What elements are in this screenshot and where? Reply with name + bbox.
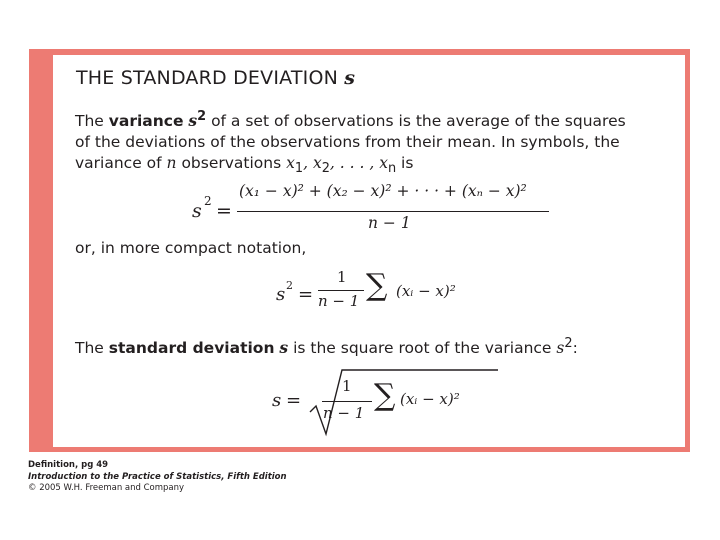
definition-line-3 <box>75 153 675 179</box>
compact-variance-formula <box>276 268 496 328</box>
formula-lhs: s <box>272 390 282 411</box>
definition-line-2: of the deviations of the observations from their mean. In symbols, the <box>75 133 620 152</box>
definition-line <box>75 333 675 359</box>
formula-denominator: n − 1 <box>323 404 365 422</box>
standard-deviation-formula <box>272 368 492 438</box>
n-symbol: n <box>166 154 177 173</box>
text-fragment: : <box>572 339 578 358</box>
text-fragment: observations <box>176 154 287 173</box>
text-fragment: The <box>75 339 109 358</box>
variance-formula <box>192 180 552 240</box>
formula-exponent: 2 <box>204 194 212 208</box>
formula-lhs: s <box>192 200 202 222</box>
text-fragment: The <box>75 112 109 131</box>
formula-numerator: (x₁ − x)² + (x₂ − x)² + · · · + (xₙ − x)² <box>239 182 527 200</box>
text-fragment: of a set of observations is the average of the squares <box>206 112 626 131</box>
formula-equals: = <box>216 200 232 222</box>
subscript: 2 <box>321 161 330 177</box>
page-title <box>76 67 355 89</box>
x-symbol: x <box>286 154 295 173</box>
caption-book: Introduction to the Practice of Statistics, Fifth Edition <box>28 471 287 482</box>
variance-exponent: 2 <box>197 109 207 124</box>
title-symbol: s <box>344 67 356 89</box>
text-fragment: is the square root of the variance <box>288 339 557 358</box>
compact-notation-text: or, in more compact notation, <box>75 239 307 257</box>
variance-symbol: s <box>556 339 565 358</box>
definition-line-1 <box>75 106 675 132</box>
x-symbol: , . . . , x <box>329 154 388 173</box>
formula-equals: = <box>286 390 302 411</box>
x-symbol: , x <box>303 154 322 173</box>
subscript: n <box>387 161 397 177</box>
source-caption <box>28 460 287 495</box>
fraction-bar <box>322 401 372 402</box>
variance-exponent: 2 <box>564 336 573 351</box>
sd-symbol: s <box>279 338 289 358</box>
standard-deviation-keyword: standard deviation <box>108 339 275 358</box>
text-fragment: variance of <box>75 154 167 173</box>
formula-exponent: 2 <box>286 279 293 292</box>
formula-numerator: 1 <box>337 268 347 286</box>
formula-equals: = <box>298 284 314 305</box>
standard-deviation-definition <box>75 333 675 359</box>
formula-denominator: n − 1 <box>318 292 360 310</box>
text-fragment: is <box>396 154 414 173</box>
variance-symbol: s <box>188 111 198 131</box>
variance-definition <box>75 106 675 179</box>
title-text: THE STANDARD DEVIATION <box>76 67 339 89</box>
formula-numerator: 1 <box>342 377 352 395</box>
subscript: 1 <box>294 161 304 177</box>
summation-term: (xᵢ − x)² <box>400 390 460 408</box>
variance-keyword: variance <box>108 112 184 131</box>
caption-copyright: © 2005 W.H. Freeman and Company <box>28 483 185 493</box>
formula-denominator: n − 1 <box>368 214 411 232</box>
formula-lhs: s <box>276 284 286 305</box>
summation-term: (xᵢ − x)² <box>396 282 456 300</box>
caption-title: Definition, pg 49 <box>28 460 109 470</box>
summation-symbol: ∑ <box>366 268 388 303</box>
fraction-bar <box>237 211 549 212</box>
summation-symbol: ∑ <box>374 378 396 413</box>
